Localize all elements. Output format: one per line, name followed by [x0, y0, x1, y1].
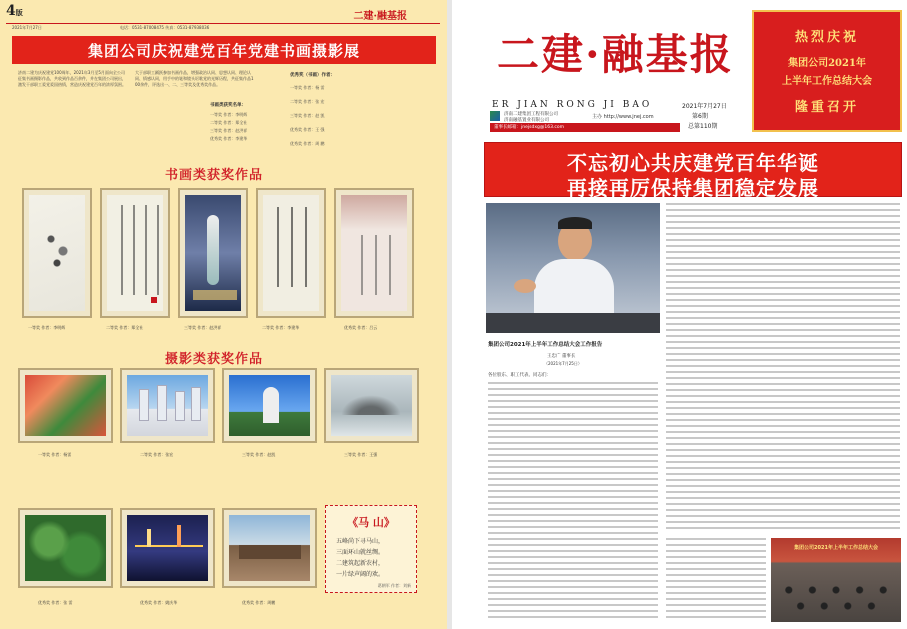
calligraphy-artwork-4 — [256, 188, 326, 318]
conference-photo — [771, 538, 901, 622]
celebration-banner — [752, 10, 902, 132]
photo-artwork-3 — [222, 368, 317, 443]
photo-artwork-6 — [120, 508, 215, 588]
banner-line-3: 上半年工作总结大会 — [782, 76, 872, 87]
editor-line: 董事长邮箱：jnejsdxg@163.com — [490, 123, 680, 132]
main-headline — [484, 142, 902, 200]
award-list-right: 优秀奖（书画）作者： 一等奖 作者：杨 雷 二等奖 作者：张 宏 三等奖 作者：赵 凯 优秀奖 作者：王 强 优秀奖 作者：周 鹏 — [290, 73, 335, 146]
conference-photo-caption: 集团公司2021年上半年工作总结大会 — [794, 545, 878, 551]
masthead-pinyin: ER JIAN RONG JI BAO — [492, 100, 653, 110]
photo-caption: 集团公司2021年上半年工作总结大会工作报告 — [488, 342, 603, 348]
masthead-title: 二建·融基报 — [497, 30, 734, 79]
calligraphy-caption-4: 二等奖 作者：李建华 — [262, 325, 300, 330]
left-page — [0, 0, 447, 629]
poem-lines: 五峰尚下寻马山， 三面环山就丝绸。 二建筑起新农村， 一片绿声阔的欢。 — [336, 538, 385, 578]
calligraphy-caption-1: 一等奖 作者：李明辉 — [28, 325, 66, 330]
website: 主办 http://www.jnej.com — [592, 114, 654, 120]
left-headline: 集团公司庆祝建党百年党建书画摄影展 — [12, 36, 436, 64]
byline-date: （2021年7月25日） — [544, 361, 582, 366]
calligraphy-caption-5: 优秀奖 作者：吕云 — [344, 325, 378, 330]
issue-date: 2021年7月27日 — [682, 103, 727, 110]
headline-line-1: 不忘初心共庆建党百年华诞 — [567, 151, 819, 175]
company-logo-icon — [490, 111, 500, 121]
section-photo-title: 摄影类获奖作品 — [165, 352, 264, 367]
page-number: 4版 — [6, 3, 23, 19]
photo-caption-2: 二等奖 作者：张宏 — [140, 452, 174, 457]
article-body-col-1 — [488, 382, 658, 622]
photo-caption-6: 优秀奖 作者：姚庆华 — [140, 600, 178, 605]
poem-author: 葛朝军 作者：刘新 — [377, 583, 411, 588]
banner-line-4: 隆重召开 — [794, 100, 859, 115]
article-body-col-3 — [666, 538, 766, 623]
top-masthead: 二建·融基报 — [353, 11, 407, 22]
photo-caption-4: 三等奖 作者：王强 — [344, 452, 378, 457]
byline: 王忠广 董事长 — [547, 354, 576, 359]
photo-caption-3: 三等奖 作者：赵凯 — [242, 452, 276, 457]
photo-artwork-5 — [18, 508, 113, 588]
intro-col-1: 济南二建为庆祝建党100周年，2021年3月至5月面向全公司征集书画摄影作品，共收到作品百余件，并在集团公司展出，激发干部职工爱党爱国热情，营造庆祝建党百年的浓厚氛围。 — [18, 70, 126, 87]
contact-line: 电话：0531-87008475 传真：0531-87938036 — [120, 25, 210, 30]
greeting: 各位股东、职工代表、同志们： — [488, 373, 551, 378]
photo-caption-7: 优秀奖 作者：周鹏 — [242, 600, 276, 605]
photo-artwork-2 — [120, 368, 215, 443]
photo-artwork-1 — [18, 368, 113, 443]
poem-box — [325, 505, 417, 593]
date-line: 2021年7月27日 — [12, 25, 42, 30]
headline-line-2: 再接再厉保持集团稳定发展 — [567, 176, 819, 200]
calligraphy-artwork-5 — [334, 188, 414, 318]
calligraphy-artwork-3 — [178, 188, 248, 318]
photo-artwork-4 — [324, 368, 419, 443]
company-name-1: 济南二建集团工程有限公司 — [504, 112, 558, 117]
header-rule — [6, 23, 440, 24]
calligraphy-artwork-2 — [100, 188, 170, 318]
section-calligraphy-title: 书画类获奖作品 — [165, 168, 264, 183]
calligraphy-caption-2: 二等奖 作者：郑全社 — [106, 325, 144, 330]
banner-line-2: 集团公司2021年 — [788, 58, 866, 69]
article-body-col-2 — [666, 203, 900, 533]
award-list-left: 书画类获奖名单： 一等奖 作者：李明辉 二等奖 作者：郑全社 三等奖 作者：赵洪祥 优秀奖 作者：李建华 — [210, 103, 248, 141]
issue-number: 第6期 — [692, 113, 708, 120]
intro-col-2: 大于部职工踊跃参加书画作品，增强政治认同、思想认同、理论认同、情感认同，用手中的笔和镜头讴歌党的光辉历程，共征集作品100余件，评选出一、二、三等奖及优秀奖作品。 — [135, 70, 254, 87]
banner-line-1: 热烈庆祝 — [794, 30, 859, 45]
photo-caption-5: 优秀奖 作者：张 雷 — [38, 600, 73, 605]
poem-title: 《马 山》 — [347, 516, 395, 529]
company-name-2: 济南融基置业有限公司 — [504, 118, 549, 123]
calligraphy-caption-3: 三等奖 作者：赵洪祥 — [184, 325, 222, 330]
right-page — [452, 0, 907, 629]
speaker-photo — [486, 203, 660, 333]
photo-artwork-7 — [222, 508, 317, 588]
calligraphy-artwork-1 — [22, 188, 92, 318]
total-issue: 总第110期 — [688, 123, 718, 130]
photo-caption-1: 一等奖 作者：杨雷 — [38, 452, 72, 457]
